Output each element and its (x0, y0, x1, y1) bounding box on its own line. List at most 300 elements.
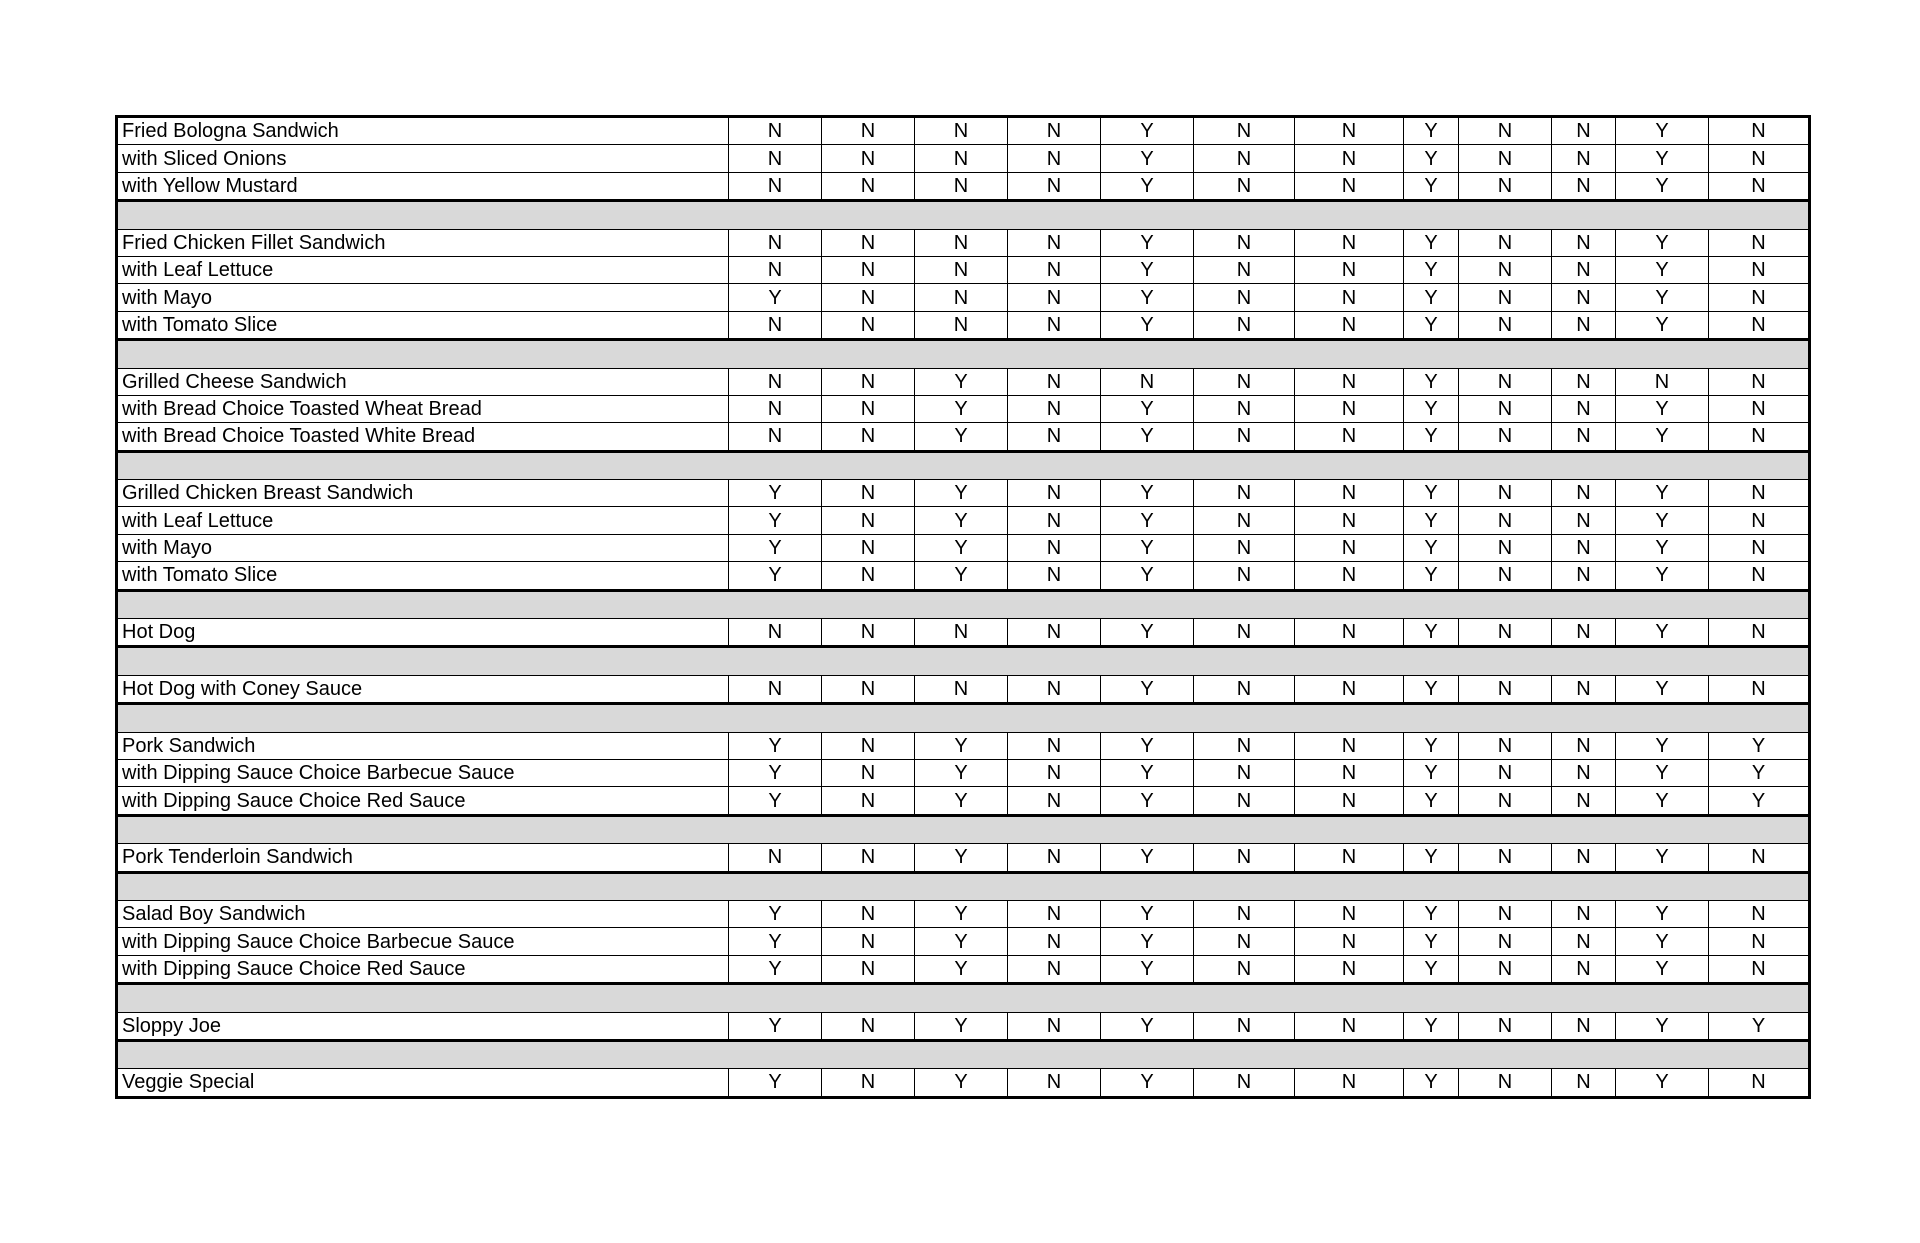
separator-cell (117, 340, 1810, 368)
flag-cell-col-6: N (1194, 256, 1295, 283)
flag-cell-col-1: N (729, 619, 822, 647)
table-row (117, 928, 1810, 955)
flag-cell-col-6: N (1194, 145, 1295, 172)
item-name-cell: Grilled Chicken Breast Sandwich (117, 480, 729, 507)
flag-cell-col-11: Y (1616, 423, 1709, 451)
group-separator-row (117, 704, 1810, 732)
flag-cell-col-3: N (915, 619, 1008, 647)
flag-cell-col-4: N (1008, 1069, 1101, 1097)
flag-cell-col-5: Y (1101, 1012, 1194, 1040)
table-row (117, 368, 1810, 395)
flag-cell-col-9: N (1459, 955, 1552, 983)
flag-cell-col-1: N (729, 117, 822, 145)
table-row (117, 787, 1810, 815)
item-name-cell: with Bread Choice Toasted Wheat Bread (117, 395, 729, 422)
flag-cell-col-8: Y (1404, 229, 1459, 256)
flag-cell-col-8: Y (1404, 1069, 1459, 1097)
flag-cell-col-4: N (1008, 928, 1101, 955)
flag-cell-col-11: Y (1616, 675, 1709, 703)
flag-cell-col-3: N (915, 172, 1008, 200)
flag-cell-col-9: N (1459, 732, 1552, 759)
flag-cell-col-1: Y (729, 759, 822, 786)
flag-cell-col-9: N (1459, 423, 1552, 451)
flag-cell-col-3: N (915, 145, 1008, 172)
flag-cell-col-7: N (1295, 900, 1404, 927)
table-row (117, 619, 1810, 647)
flag-cell-col-2: N (822, 732, 915, 759)
flag-cell-col-7: N (1295, 256, 1404, 283)
item-name-cell: with Mayo (117, 534, 729, 561)
flag-cell-col-9: N (1459, 844, 1552, 872)
separator-cell (117, 872, 1810, 900)
flag-cell-col-11: Y (1616, 1012, 1709, 1040)
flag-cell-col-12: N (1709, 172, 1810, 200)
flag-cell-col-10: N (1552, 844, 1616, 872)
flag-cell-col-7: N (1295, 562, 1404, 590)
flag-cell-col-5: Y (1101, 480, 1194, 507)
flag-cell-col-2: N (822, 256, 915, 283)
flag-cell-col-7: N (1295, 759, 1404, 786)
flag-cell-col-9: N (1459, 1012, 1552, 1040)
flag-cell-col-7: N (1295, 145, 1404, 172)
group-separator-row (117, 1040, 1810, 1068)
flag-cell-col-4: N (1008, 562, 1101, 590)
flag-cell-col-4: N (1008, 619, 1101, 647)
flag-cell-col-3: Y (915, 844, 1008, 872)
flag-cell-col-7: N (1295, 619, 1404, 647)
flag-cell-col-4: N (1008, 395, 1101, 422)
flag-cell-col-11: Y (1616, 759, 1709, 786)
flag-cell-col-6: N (1194, 1012, 1295, 1040)
table-row (117, 284, 1810, 311)
flag-cell-col-11: Y (1616, 507, 1709, 534)
flag-cell-col-7: N (1295, 534, 1404, 561)
flag-cell-col-6: N (1194, 844, 1295, 872)
flag-cell-col-11: Y (1616, 955, 1709, 983)
group-separator-row (117, 590, 1810, 618)
flag-cell-col-9: N (1459, 368, 1552, 395)
flag-cell-col-11: Y (1616, 117, 1709, 145)
flag-cell-col-9: N (1459, 395, 1552, 422)
flag-cell-col-2: N (822, 480, 915, 507)
flag-cell-col-6: N (1194, 423, 1295, 451)
flag-cell-col-2: N (822, 955, 915, 983)
flag-cell-col-1: N (729, 675, 822, 703)
separator-cell (117, 704, 1810, 732)
flag-cell-col-4: N (1008, 534, 1101, 561)
flag-cell-col-5: Y (1101, 229, 1194, 256)
group-separator-row (117, 451, 1810, 479)
flag-cell-col-7: N (1295, 844, 1404, 872)
flag-cell-col-5: Y (1101, 507, 1194, 534)
flag-cell-col-12: N (1709, 284, 1810, 311)
flag-cell-col-4: N (1008, 900, 1101, 927)
flag-cell-col-6: N (1194, 732, 1295, 759)
flag-cell-col-3: Y (915, 928, 1008, 955)
flag-cell-col-7: N (1295, 675, 1404, 703)
flag-cell-col-5: Y (1101, 423, 1194, 451)
flag-cell-col-1: Y (729, 534, 822, 561)
flag-cell-col-3: Y (915, 562, 1008, 590)
flag-cell-col-8: Y (1404, 759, 1459, 786)
flag-cell-col-2: N (822, 619, 915, 647)
item-name-cell: with Dipping Sauce Choice Red Sauce (117, 955, 729, 983)
flag-cell-col-10: N (1552, 117, 1616, 145)
flag-cell-col-10: N (1552, 1069, 1616, 1097)
flag-cell-col-11: Y (1616, 787, 1709, 815)
flag-cell-col-10: N (1552, 759, 1616, 786)
table-row (117, 1012, 1810, 1040)
flag-cell-col-11: Y (1616, 284, 1709, 311)
flag-cell-col-6: N (1194, 395, 1295, 422)
flag-cell-col-2: N (822, 928, 915, 955)
item-name-cell: Hot Dog with Coney Sauce (117, 675, 729, 703)
flag-cell-col-4: N (1008, 256, 1101, 283)
flag-cell-col-5: Y (1101, 732, 1194, 759)
flag-cell-col-6: N (1194, 1069, 1295, 1097)
flag-cell-col-7: N (1295, 955, 1404, 983)
item-name-cell: with Bread Choice Toasted White Bread (117, 423, 729, 451)
flag-cell-col-3: Y (915, 787, 1008, 815)
flag-cell-col-12: N (1709, 928, 1810, 955)
flag-cell-col-12: N (1709, 534, 1810, 561)
flag-cell-col-4: N (1008, 787, 1101, 815)
flag-cell-col-8: Y (1404, 145, 1459, 172)
flag-cell-col-8: Y (1404, 900, 1459, 927)
flag-cell-col-3: Y (915, 368, 1008, 395)
table-row (117, 507, 1810, 534)
flag-cell-col-8: Y (1404, 507, 1459, 534)
flag-cell-col-12: N (1709, 229, 1810, 256)
flag-cell-col-2: N (822, 787, 915, 815)
flag-cell-col-7: N (1295, 172, 1404, 200)
flag-cell-col-3: Y (915, 423, 1008, 451)
flag-cell-col-9: N (1459, 480, 1552, 507)
group-separator-row (117, 340, 1810, 368)
group-separator-row (117, 984, 1810, 1012)
item-name-cell: with Leaf Lettuce (117, 507, 729, 534)
flag-cell-col-10: N (1552, 256, 1616, 283)
flag-cell-col-2: N (822, 507, 915, 534)
flag-cell-col-10: N (1552, 145, 1616, 172)
item-name-cell: with Tomato Slice (117, 562, 729, 590)
flag-cell-col-11: Y (1616, 732, 1709, 759)
flag-cell-col-8: Y (1404, 311, 1459, 339)
flag-cell-col-4: N (1008, 311, 1101, 339)
flag-cell-col-4: N (1008, 229, 1101, 256)
group-separator-row (117, 201, 1810, 229)
flag-cell-col-12: N (1709, 955, 1810, 983)
group-separator-row (117, 872, 1810, 900)
flag-cell-col-6: N (1194, 619, 1295, 647)
flag-cell-col-7: N (1295, 368, 1404, 395)
flag-cell-col-8: Y (1404, 395, 1459, 422)
flag-cell-col-9: N (1459, 284, 1552, 311)
flag-cell-col-9: N (1459, 619, 1552, 647)
flag-cell-col-8: Y (1404, 534, 1459, 561)
flag-cell-col-9: N (1459, 256, 1552, 283)
flag-cell-col-9: N (1459, 117, 1552, 145)
flag-cell-col-2: N (822, 675, 915, 703)
flag-cell-col-10: N (1552, 172, 1616, 200)
flag-cell-col-10: N (1552, 534, 1616, 561)
flag-cell-col-5: Y (1101, 256, 1194, 283)
flag-cell-col-7: N (1295, 480, 1404, 507)
flag-cell-col-5: Y (1101, 145, 1194, 172)
flag-cell-col-12: N (1709, 117, 1810, 145)
flag-cell-col-4: N (1008, 955, 1101, 983)
flag-cell-col-11: Y (1616, 256, 1709, 283)
flag-cell-col-12: N (1709, 145, 1810, 172)
flag-cell-col-2: N (822, 395, 915, 422)
flag-cell-col-4: N (1008, 172, 1101, 200)
flag-cell-col-10: N (1552, 368, 1616, 395)
flag-cell-col-4: N (1008, 117, 1101, 145)
item-name-cell: with Tomato Slice (117, 311, 729, 339)
table-row (117, 145, 1810, 172)
flag-cell-col-11: Y (1616, 534, 1709, 561)
item-name-cell: Fried Chicken Fillet Sandwich (117, 229, 729, 256)
flag-cell-col-10: N (1552, 423, 1616, 451)
flag-cell-col-5: Y (1101, 619, 1194, 647)
table-row (117, 395, 1810, 422)
flag-cell-col-5: Y (1101, 311, 1194, 339)
flag-cell-col-10: N (1552, 900, 1616, 927)
item-name-cell: Veggie Special (117, 1069, 729, 1097)
flag-cell-col-1: N (729, 311, 822, 339)
flag-cell-col-7: N (1295, 507, 1404, 534)
flag-cell-col-6: N (1194, 900, 1295, 927)
flag-cell-col-10: N (1552, 619, 1616, 647)
flag-cell-col-8: Y (1404, 423, 1459, 451)
flag-cell-col-9: N (1459, 534, 1552, 561)
flag-cell-col-1: N (729, 145, 822, 172)
flag-cell-col-6: N (1194, 955, 1295, 983)
flag-cell-col-12: N (1709, 256, 1810, 283)
item-name-cell: with Dipping Sauce Choice Red Sauce (117, 787, 729, 815)
group-separator-row (117, 815, 1810, 843)
item-name-cell: Pork Sandwich (117, 732, 729, 759)
item-name-cell: Salad Boy Sandwich (117, 900, 729, 927)
flag-cell-col-8: Y (1404, 619, 1459, 647)
flag-cell-col-2: N (822, 311, 915, 339)
separator-cell (117, 451, 1810, 479)
flag-cell-col-5: N (1101, 368, 1194, 395)
flag-cell-col-5: Y (1101, 900, 1194, 927)
flag-cell-col-1: Y (729, 1012, 822, 1040)
flag-cell-col-3: Y (915, 732, 1008, 759)
flag-cell-col-11: Y (1616, 145, 1709, 172)
flag-cell-col-5: Y (1101, 284, 1194, 311)
flag-cell-col-7: N (1295, 732, 1404, 759)
flag-cell-col-5: Y (1101, 1069, 1194, 1097)
flag-cell-col-3: Y (915, 759, 1008, 786)
flag-cell-col-7: N (1295, 229, 1404, 256)
flag-cell-col-11: Y (1616, 844, 1709, 872)
flag-cell-col-11: N (1616, 368, 1709, 395)
table-row (117, 256, 1810, 283)
flag-cell-col-10: N (1552, 955, 1616, 983)
flag-cell-col-8: Y (1404, 675, 1459, 703)
flag-cell-col-1: Y (729, 1069, 822, 1097)
flag-cell-col-11: Y (1616, 395, 1709, 422)
table-row (117, 423, 1810, 451)
table-row (117, 900, 1810, 927)
flag-cell-col-1: N (729, 423, 822, 451)
table-row (117, 844, 1810, 872)
flag-cell-col-10: N (1552, 229, 1616, 256)
flag-cell-col-8: Y (1404, 256, 1459, 283)
flag-cell-col-12: Y (1709, 759, 1810, 786)
flag-cell-col-3: Y (915, 955, 1008, 983)
flag-cell-col-2: N (822, 145, 915, 172)
flag-cell-col-9: N (1459, 172, 1552, 200)
table-row (117, 311, 1810, 339)
flag-cell-col-2: N (822, 1069, 915, 1097)
flag-cell-col-9: N (1459, 1069, 1552, 1097)
table-row (117, 562, 1810, 590)
flag-cell-col-4: N (1008, 368, 1101, 395)
flag-cell-col-4: N (1008, 145, 1101, 172)
flag-cell-col-9: N (1459, 145, 1552, 172)
flag-cell-col-5: Y (1101, 172, 1194, 200)
flag-cell-col-1: N (729, 844, 822, 872)
flag-cell-col-1: Y (729, 732, 822, 759)
flag-cell-col-8: Y (1404, 955, 1459, 983)
flag-cell-col-7: N (1295, 284, 1404, 311)
flag-cell-col-2: N (822, 1012, 915, 1040)
flag-cell-col-3: Y (915, 900, 1008, 927)
table-row (117, 117, 1810, 145)
flag-cell-col-8: Y (1404, 172, 1459, 200)
flag-cell-col-11: Y (1616, 229, 1709, 256)
flag-cell-col-6: N (1194, 562, 1295, 590)
flag-cell-col-5: Y (1101, 395, 1194, 422)
flag-cell-col-12: N (1709, 562, 1810, 590)
flag-cell-col-8: Y (1404, 1012, 1459, 1040)
flag-cell-col-5: Y (1101, 844, 1194, 872)
flag-cell-col-6: N (1194, 311, 1295, 339)
flag-cell-col-1: N (729, 229, 822, 256)
flag-cell-col-2: N (822, 284, 915, 311)
flag-cell-col-12: Y (1709, 732, 1810, 759)
flag-cell-col-3: Y (915, 507, 1008, 534)
separator-cell (117, 1040, 1810, 1068)
flag-cell-col-4: N (1008, 1012, 1101, 1040)
flag-cell-col-12: N (1709, 311, 1810, 339)
flag-cell-col-2: N (822, 562, 915, 590)
flag-cell-col-7: N (1295, 395, 1404, 422)
separator-cell (117, 647, 1810, 675)
flag-cell-col-1: Y (729, 787, 822, 815)
flag-cell-col-6: N (1194, 117, 1295, 145)
flag-cell-col-8: Y (1404, 368, 1459, 395)
table-row (117, 732, 1810, 759)
flag-cell-col-2: N (822, 172, 915, 200)
flag-cell-col-10: N (1552, 395, 1616, 422)
flag-cell-col-2: N (822, 229, 915, 256)
flag-cell-col-12: N (1709, 368, 1810, 395)
flag-cell-col-11: Y (1616, 928, 1709, 955)
flag-cell-col-12: N (1709, 1069, 1810, 1097)
flag-cell-col-3: Y (915, 1069, 1008, 1097)
flag-cell-col-6: N (1194, 534, 1295, 561)
flag-cell-col-10: N (1552, 507, 1616, 534)
flag-cell-col-12: N (1709, 480, 1810, 507)
separator-cell (117, 984, 1810, 1012)
flag-cell-col-5: Y (1101, 117, 1194, 145)
flag-cell-col-1: Y (729, 284, 822, 311)
flag-cell-col-6: N (1194, 787, 1295, 815)
flag-cell-col-1: N (729, 395, 822, 422)
flag-cell-col-3: N (915, 284, 1008, 311)
flag-cell-col-10: N (1552, 928, 1616, 955)
flag-cell-col-1: N (729, 256, 822, 283)
item-name-cell: Sloppy Joe (117, 1012, 729, 1040)
flag-cell-col-10: N (1552, 311, 1616, 339)
flag-cell-col-9: N (1459, 311, 1552, 339)
flag-cell-col-5: Y (1101, 562, 1194, 590)
flag-cell-col-3: Y (915, 480, 1008, 507)
flag-cell-col-8: Y (1404, 562, 1459, 590)
flag-cell-col-8: Y (1404, 284, 1459, 311)
separator-cell (117, 815, 1810, 843)
flag-cell-col-10: N (1552, 732, 1616, 759)
flag-cell-col-7: N (1295, 1012, 1404, 1040)
flag-cell-col-4: N (1008, 675, 1101, 703)
flag-cell-col-8: Y (1404, 117, 1459, 145)
flag-cell-col-4: N (1008, 732, 1101, 759)
flag-cell-col-2: N (822, 534, 915, 561)
flag-cell-col-11: Y (1616, 619, 1709, 647)
flag-cell-col-9: N (1459, 900, 1552, 927)
flag-cell-col-6: N (1194, 368, 1295, 395)
item-name-cell: Grilled Cheese Sandwich (117, 368, 729, 395)
flag-cell-col-9: N (1459, 759, 1552, 786)
flag-cell-col-12: N (1709, 423, 1810, 451)
table-row (117, 534, 1810, 561)
flag-cell-col-3: N (915, 229, 1008, 256)
flag-cell-col-1: Y (729, 900, 822, 927)
table-row (117, 480, 1810, 507)
flag-cell-col-3: N (915, 117, 1008, 145)
flag-cell-col-6: N (1194, 928, 1295, 955)
flag-cell-col-10: N (1552, 675, 1616, 703)
flag-cell-col-3: N (915, 311, 1008, 339)
item-name-cell: with Dipping Sauce Choice Barbecue Sauce (117, 928, 729, 955)
flag-cell-col-11: Y (1616, 480, 1709, 507)
flag-cell-col-12: Y (1709, 1012, 1810, 1040)
flag-cell-col-1: Y (729, 507, 822, 534)
flag-cell-col-8: Y (1404, 787, 1459, 815)
flag-cell-col-7: N (1295, 117, 1404, 145)
flag-cell-col-2: N (822, 423, 915, 451)
flag-cell-col-6: N (1194, 172, 1295, 200)
flag-cell-col-9: N (1459, 675, 1552, 703)
flag-cell-col-7: N (1295, 423, 1404, 451)
flag-cell-col-3: N (915, 675, 1008, 703)
flag-cell-col-10: N (1552, 562, 1616, 590)
item-name-cell: Hot Dog (117, 619, 729, 647)
flag-cell-col-8: Y (1404, 480, 1459, 507)
flag-cell-col-11: Y (1616, 172, 1709, 200)
flag-cell-col-9: N (1459, 507, 1552, 534)
flag-cell-col-7: N (1295, 1069, 1404, 1097)
flag-cell-col-2: N (822, 368, 915, 395)
flag-cell-col-5: Y (1101, 675, 1194, 703)
flag-cell-col-5: Y (1101, 534, 1194, 561)
flag-cell-col-4: N (1008, 759, 1101, 786)
